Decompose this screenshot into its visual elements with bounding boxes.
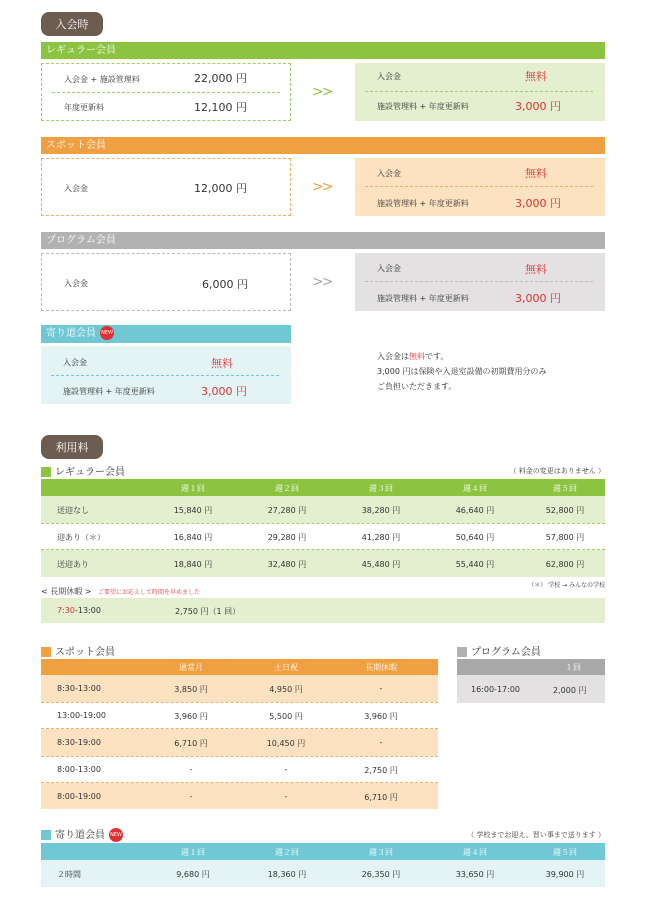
table-cell: 27,280 円 bbox=[267, 506, 307, 515]
table-cell: 18,840 円 bbox=[173, 560, 213, 569]
table-cell: 29,280 円 bbox=[267, 533, 307, 542]
table-cell: - bbox=[284, 792, 288, 801]
yorimichi-fee-table bbox=[41, 843, 605, 887]
table-cell: 57,800 円 bbox=[545, 533, 585, 542]
note-text: です。 bbox=[425, 352, 449, 361]
long-holiday-title-text: < 長期休暇 > bbox=[41, 587, 92, 596]
new-badge-icon: NEW bbox=[100, 326, 114, 340]
spot-right-value-1: 無料 bbox=[525, 167, 547, 180]
header-cell: 土日祝 bbox=[274, 663, 298, 672]
regular-fee-title bbox=[41, 463, 125, 478]
note-line-3: ご負担いただきます。 bbox=[377, 382, 457, 391]
header-cell: 週２回 bbox=[275, 848, 299, 857]
row-label: 8:30-13:00 bbox=[57, 684, 101, 693]
table-row bbox=[41, 702, 438, 729]
spot-left-label-1: 入会金 bbox=[64, 184, 88, 193]
program-fee-title-text: プログラム会員 bbox=[471, 647, 541, 658]
arrow-icon: >> bbox=[312, 84, 332, 100]
table-header-row bbox=[41, 479, 605, 496]
yorimichi-label-2: 施設管理料 + 年度更新料 bbox=[63, 387, 155, 396]
table-header-row bbox=[41, 659, 438, 675]
yorimichi-title: 寄り道会員 bbox=[46, 328, 96, 339]
arrow-icon: >> bbox=[312, 179, 332, 195]
regular-right-value-1: 無料 bbox=[525, 70, 547, 83]
yorimichi-admission-box bbox=[41, 346, 291, 404]
yorimichi-fee-title bbox=[41, 826, 123, 842]
table-cell: - bbox=[379, 738, 383, 747]
regular-fee-aside: （ 料金の変更はありません ） bbox=[509, 467, 605, 475]
table-cell: 15,840 円 bbox=[173, 506, 213, 515]
regular-fee-table bbox=[41, 479, 605, 577]
header-cell: 週１回 bbox=[181, 848, 205, 857]
header-cell: 週４回 bbox=[463, 484, 487, 493]
orange-square-icon bbox=[41, 647, 51, 657]
program-admission-right-box bbox=[355, 253, 605, 311]
program-left-label-1: 入会金 bbox=[64, 279, 88, 288]
spot-left-value-1: 12,000 円 bbox=[194, 182, 247, 195]
table-cell: 32,480 円 bbox=[267, 560, 307, 569]
table-cell: - bbox=[379, 684, 383, 693]
table-cell: 46,640 円 bbox=[455, 506, 495, 515]
program-left-value-1: 6,000 円 bbox=[202, 278, 248, 291]
spot-fee-title bbox=[41, 643, 115, 658]
long-holiday-title bbox=[41, 586, 200, 597]
program-right-value-2: 3,000 円 bbox=[515, 292, 561, 305]
row-label: 8:00-19:00 bbox=[57, 792, 101, 801]
table-cell: 50,640 円 bbox=[455, 533, 495, 542]
table-cell: 6,710 円 bbox=[364, 793, 398, 802]
program-right-value-1: 無料 bbox=[525, 263, 547, 276]
long-holiday-note: ご要望にお応えして時間を早めました bbox=[98, 589, 201, 596]
note-line-2: 3,000 円は保険や入退室設備の初期費用分のみ bbox=[377, 367, 547, 376]
yorimichi-admission-bar bbox=[41, 325, 291, 343]
table-cell: 45,480 円 bbox=[361, 560, 401, 569]
table-cell: - bbox=[284, 765, 288, 774]
table-row bbox=[41, 729, 438, 756]
note-free-text: 無料 bbox=[409, 352, 425, 361]
regular-admission-right-box bbox=[355, 63, 605, 121]
header-cell: 週４回 bbox=[463, 848, 487, 857]
table-cell: 4,950 円 bbox=[269, 685, 303, 694]
row-label: 8:30-19:00 bbox=[57, 738, 101, 747]
regular-left-label-2: 年度更新料 bbox=[64, 103, 104, 112]
regular-left-value-1: 22,000 円 bbox=[194, 72, 247, 85]
table-cell: 18,360 円 bbox=[267, 870, 307, 879]
table-row bbox=[457, 675, 605, 703]
green-square-icon bbox=[41, 467, 51, 477]
table-row bbox=[41, 783, 438, 809]
program-fee-title bbox=[457, 643, 541, 658]
program-admission-left-box bbox=[41, 253, 291, 311]
arrow-icon: >> bbox=[312, 274, 332, 290]
table-cell: 5,500 円 bbox=[269, 712, 303, 721]
row-label: 8:00-13:00 bbox=[57, 765, 101, 774]
table-cell: 2,750 円 bbox=[364, 766, 398, 775]
row-label: 迎あり（＊） bbox=[57, 533, 105, 542]
table-cell: 26,350 円 bbox=[361, 870, 401, 879]
program-admission-bar: プログラム会員 bbox=[41, 232, 605, 249]
regular-right-value-2: 3,000 円 bbox=[515, 100, 561, 113]
table-cell: 3,850 円 bbox=[174, 685, 208, 694]
divider bbox=[365, 91, 593, 92]
table-cell: 6,710 円 bbox=[174, 739, 208, 748]
regular-fee-title-text: レギュラー会員 bbox=[55, 467, 125, 478]
table-cell: 9,680 円 bbox=[176, 870, 210, 879]
table-cell: 10,450 円 bbox=[266, 739, 306, 748]
yorimichi-label-1: 入会金 bbox=[63, 358, 87, 367]
program-fee-table bbox=[457, 659, 605, 703]
header-cell: 週５回 bbox=[553, 848, 577, 857]
yorimichi-fee-aside: （ 学校までお迎え、習い事まで送ります ） bbox=[467, 831, 605, 839]
row-label: 16:00-17:00 bbox=[471, 685, 520, 694]
long-holiday-time-start: 7:30 bbox=[57, 606, 75, 615]
table-cell: 39,900 円 bbox=[545, 870, 585, 879]
table-row bbox=[41, 675, 438, 702]
divider bbox=[365, 186, 593, 187]
regular-admission-left-box bbox=[41, 63, 291, 121]
cyan-square-icon bbox=[41, 830, 51, 840]
table-header-row bbox=[457, 659, 605, 675]
yorimichi-fee-title-text: 寄り道会員 bbox=[55, 830, 105, 841]
table-row bbox=[41, 550, 605, 577]
table-header-row bbox=[41, 843, 605, 860]
yorimichi-value-2: 3,000 円 bbox=[201, 385, 247, 398]
yorimichi-value-1: 無料 bbox=[211, 357, 233, 370]
spot-admission-right-box bbox=[355, 158, 605, 216]
header-cell: 週２回 bbox=[275, 484, 299, 493]
table-cell: 52,800 円 bbox=[545, 506, 585, 515]
table-cell: - bbox=[189, 792, 193, 801]
section-title-fees: 利用料 bbox=[41, 435, 103, 459]
spot-admission-left-box bbox=[41, 158, 291, 216]
spot-right-value-2: 3,000 円 bbox=[515, 197, 561, 210]
table-cell: 2,000 円 bbox=[553, 686, 587, 695]
table-row bbox=[41, 860, 605, 887]
table-cell: 38,280 円 bbox=[361, 506, 401, 515]
table-row bbox=[41, 756, 438, 783]
new-badge-icon: NEW bbox=[109, 828, 123, 842]
spot-fee-table bbox=[41, 659, 438, 809]
header-cell: 週５回 bbox=[553, 484, 577, 493]
note-line-1 bbox=[377, 349, 546, 364]
header-cell: １回 bbox=[565, 663, 581, 672]
spot-right-label-2: 施設管理料 + 年度更新料 bbox=[377, 199, 469, 208]
regular-left-label-1: 入会金 + 施設管理料 bbox=[64, 75, 140, 84]
table-cell: 16,840 円 bbox=[173, 533, 213, 542]
table-cell: 41,280 円 bbox=[361, 533, 401, 542]
long-holiday-time bbox=[57, 606, 101, 615]
table-row bbox=[41, 496, 605, 523]
long-holiday-price: 2,750 円（1 回） bbox=[175, 607, 241, 616]
table-cell: - bbox=[189, 765, 193, 774]
program-right-label-1: 入会金 bbox=[377, 264, 401, 273]
admission-note bbox=[377, 349, 546, 394]
row-label: ２時間 bbox=[57, 870, 81, 879]
program-right-label-2: 施設管理料 + 年度更新料 bbox=[377, 294, 469, 303]
divider bbox=[52, 92, 280, 93]
section-title-admission: 入会時 bbox=[41, 12, 103, 36]
header-cell: 長期休暇 bbox=[365, 663, 397, 672]
regular-right-label-1: 入会金 bbox=[377, 72, 401, 81]
regular-left-value-2: 12,100 円 bbox=[194, 101, 247, 114]
table-cell: 3,960 円 bbox=[174, 712, 208, 721]
table-cell: 62,800 円 bbox=[545, 560, 585, 569]
row-label: 送迎あり bbox=[57, 560, 89, 569]
gray-square-icon bbox=[457, 647, 467, 657]
header-cell: 週３回 bbox=[369, 848, 393, 857]
header-cell: 通常月 bbox=[179, 663, 203, 672]
row-label: 13:00-19:00 bbox=[57, 711, 106, 720]
table-cell: 3,960 円 bbox=[364, 712, 398, 721]
table-cell: 55,440 円 bbox=[455, 560, 495, 569]
spot-fee-title-text: スポット会員 bbox=[55, 647, 115, 658]
header-cell: 週１回 bbox=[181, 484, 205, 493]
regular-footnote: （＊） 学校 → みんなの学校 bbox=[528, 582, 605, 589]
long-holiday-time-end: -13:00 bbox=[74, 606, 101, 615]
row-label: 送迎なし bbox=[57, 506, 89, 515]
regular-right-label-2: 施設管理料 + 年度更新料 bbox=[377, 102, 469, 111]
divider bbox=[365, 281, 593, 282]
regular-admission-bar: レギュラー会員 bbox=[41, 42, 605, 59]
divider bbox=[51, 375, 279, 376]
spot-right-label-1: 入会金 bbox=[377, 169, 401, 178]
note-text: 入会金は bbox=[377, 352, 409, 361]
table-row bbox=[41, 523, 605, 550]
header-cell: 週３回 bbox=[369, 484, 393, 493]
long-holiday-row bbox=[41, 598, 605, 623]
table-cell: 33,650 円 bbox=[455, 870, 495, 879]
spot-admission-bar: スポット会員 bbox=[41, 137, 605, 154]
